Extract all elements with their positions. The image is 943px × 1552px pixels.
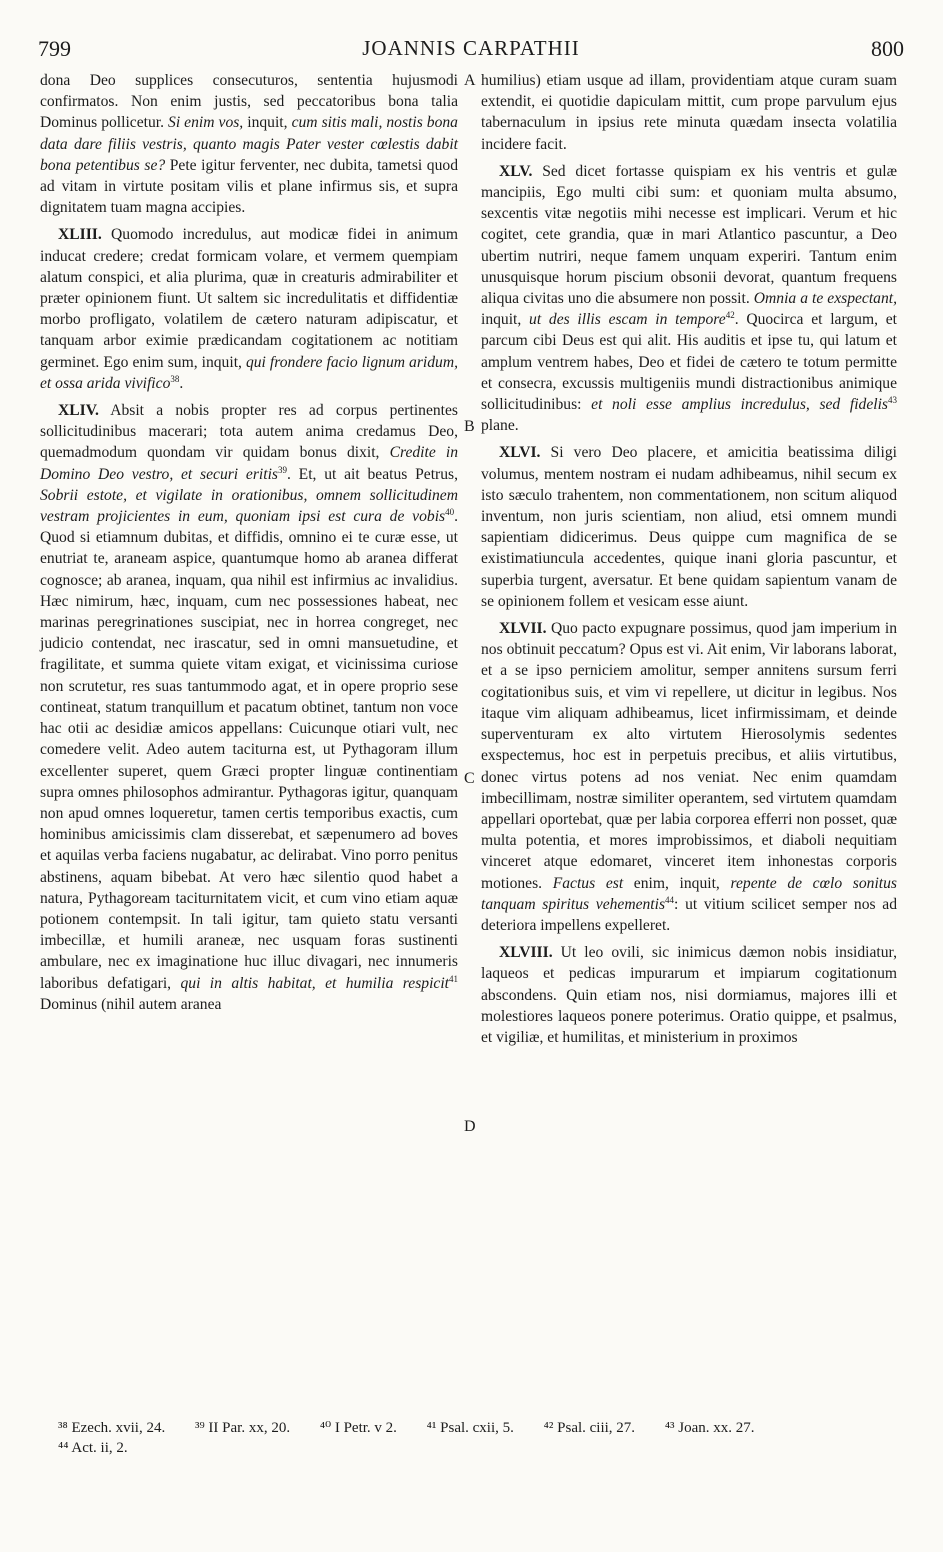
section-number: XLVIII.	[499, 944, 553, 962]
page-header	[38, 36, 904, 66]
page-number-left: 799	[38, 36, 71, 61]
paragraph-xliii: XLIII. Quomodo incredulus, aut modicæ fidei in animum inducat credere; credat formicam volare, et vermem quempiam alatum conspici, et alia plurima, quæ in creaturis admirabiliter et præter opinionem fiunt. Ut saltem sic incredulitatis et diffidentiæ morbo profligato, volatilem de cætero naturam adipiscatur, et tanquam arbor eximie prædicandam cogitationem ac notitiam germinet. Ego enim sum, inquit, qui frondere facio lignum aridum, et ossa arida vivifico$^{38}$.	[40, 226, 458, 392]
paragraph-xlvi: XLVI. Si vero Deo placere, et amicitia beatissima diligi volumus, mentem nostram ei nudam adhibeamus, nihil secum ex isto sæculo trahentem, non commentationem, non scitum aliquod inventum, non juris scientiam, non aliud, etsi omnem mundi sapientiam didicerimus. Deus quippe cum magnifica de se existimatiuncula accedentes, quique inani gloria pascuntur, et superbia turgent, aversatur. Et bene quidam sapientum vanam de se opinionem follem et vesicam esse aiunt.	[481, 444, 897, 610]
paragraph-xlv: XLV. Sed dicet fortasse quispiam ex his ventris et gulæ mancipiis, Ego multi cibi sum: et quoniam multa absumo, sexcentis vitæ negotiis mihi necesse est implicari. Verum et hic cogitet, cete grandia, quæ in mari Atlantico pascuntur, a Deo ubertim nutriri, neque famem unquam experiri. Tantum enim unusquisque horum piscium obsonii devorat, quantum frequens aliqua civitas uno die absumere non possit. Omnia a te exspectant, inquit, ut des illis escam in tempore$^{42}$. Quocirca et largum, et parcum cibi Deus est qui alit. His auditis et ipse tu, qui latum et amplum ventrem habes, Deo et fidei de cætero te totum permitte et consecra, excussis multigeniis mundi distractionibus animique sollicitudinibus: et noli esse amplius incredulus, sed fidelis$^{43}$ plane.	[481, 162, 897, 435]
running-title: JOANNIS CARPATHII	[362, 36, 580, 60]
footnote: ⁴² Psal. ciii, 27.	[543, 1420, 636, 1436]
paragraph-continuation: dona Deo supplices consecuturos, sententia hujusmodi confirmatos. Non enim justis, sed peccatoribus bona talia Dominus pollicetur. Si enim vos, inquit, cum sitis mali, nostis bona data dare filiis vestris, quanto magis Pater vester cœlestis dabit bona petentibus se? Pete igitur ferventer, nec dubita, tametsi quod ad vitam in virtute positam vilis et plane infirmus sis, et supra dignitatem tuam magna accipies.	[40, 72, 458, 217]
right-column	[481, 70, 897, 1048]
footnote: ⁴⁰ I Petr. v 2.	[319, 1420, 397, 1436]
footnote: ⁴¹ Psal. cxii, 5.	[426, 1420, 514, 1436]
footnote: ⁴⁴ Act. ii, 2.	[58, 1440, 128, 1456]
section-number: XLVII.	[499, 620, 547, 638]
footnote: ³⁹ II Par. xx, 20.	[194, 1420, 291, 1436]
footnote: ⁴³ Joan. xx. 27.	[664, 1420, 755, 1436]
margin-letter-b: B	[464, 418, 475, 435]
page-number-right: 800	[871, 36, 904, 61]
section-number: XLIV.	[58, 402, 99, 420]
paragraph-xlvii: XLVII. Quo pacto expugnare possimus, quod jam imperium in nos obtinuit peccatum? Opus est vi. Ait enim, Vir laborans laborat, et a se ipso perniciem amolitur, semper annitens sursum ferri cogitationibus suis, et vim vi repellere, ut dicitur in legibus. Nos itaque vim aliquam adhibeamus, licet infirmissimam, et deinde superventuram ex alto virtutem Hierosolymis sedentes exspectemus, hoc est in perpetuis precibus, et aliis virtutibus, donec virtus potens ad nos veniat. Nec enim quamdam imbecillimam, nostræ similiter operantem, sed virtutem quamdam appellari oportebat, quæ per labia corporea efferri non posset, quæ multa potentia, et mores improbissimos, et diaboli nequitiam vinceret atque edomaret, vinceret item inhonestas corporis motiones. Factus est enim, inquit, repente de cœlo sonitus tanquam spiritus vehementis$^{44}$: ut vitium scilicet semper nos ad deteriora impellens expelleret.	[481, 620, 897, 934]
footnotes	[58, 1418, 898, 1458]
footnote: ³⁸ Ezech. xvii, 24.	[58, 1420, 166, 1436]
paragraph-continuation: humilius) etiam usque ad illam, providentiam atque curam suam extendit, ei quotidie dapiculam mittit, cum prope parvulum ejus tabernaculum in ipsius rete minuta quædam insecta volatilia incidere facit.	[481, 72, 897, 153]
left-column	[40, 70, 458, 1015]
paragraph-xlviii: XLVIII. Ut leo ovili, sic inimicus dæmon nobis insidiatur, laqueos et pedicas impurarum et impiarum cogitationum abscondens. Quin etiam nos, nisi dormiamus, majores illi et molestiores laqueos ponere poterimus. Oratio quippe, et psalmus, et vigiliæ, et humilitas, et ministerium in proximos	[481, 944, 897, 1046]
margin-letter-a: A	[464, 72, 476, 89]
section-number: XLV.	[499, 162, 533, 180]
paragraph-xliv: XLIV. Absit a nobis propter res ad corpus pertinentes sollicitudinibus macerari; tota autem anima credamus Deo, quemadmodum quondam vir quidam bonus dixit, Credite in Domino Deo vestro, et securi eritis$^{39}$. Et, ut ait beatus Petrus, Sobrii estote, et vigilate in orationibus, omnem sollicitudinem vestram projicientes in eum, quoniam ipsi est cura de vobis$^{40}$. Quod si etiamnum dubitas, et diffidis, omnino ei te curæ esse, ut enutriat te, araneam aspice, quantumque homo ab aranea differat cognosce; ab aranea, inquam, qua nihil est infirmius ac invalidius. Hæc nimirum, hæc, inquam, cum nec possessiones habeat, nec marinas peregrinationes suscipiat, nec in horrea congreget, nec judicio contendat, nec irascatur, sed in omni mansuetudine, et fragilitate, et summa quiete vitam exigat, et vicinissima curiose non scrutetur, res suas tantummodo agat, et in opere proprio sese contineat, statum tranquillum et pacatum obtinet, tantum non voce hac otii ac desidiæ amicos appellans: Cuicunque otiari vult, nec comedere velit. Adeo autem taciturna est, ut Pythagoram illum excellenter superet, quem Græci propter linguæ continentiam supra omnes philosophos admirantur. Pythagoras igitur, quanquam non apud omnes loqueretur, tamen certis temporibus exactis, cum hominibus amicissimis clam disserebat, et sæpenumero ad boves et aquilas verba faciens nugabatur, ac delirabat. Vino porro penitus abstinens, aquam bibebat. At vero hæc silentio quod habet a natura, Pythagoream taciturnitatem vicit, et cum vino etiam aquæ potionem contempsit. In tali igitur, tam quieto statu versanti imbecillæ, et humili araneæ, nec usquam foras sustinenti ambulare, nec ex imaginatione huc illuc divagari, nec innumeris laboribus defatigari, qui in altis habitat, et humilia respicit$^{41}$ Dominus (nihil autem aranea	[40, 402, 458, 1013]
margin-letter-d: D	[464, 1118, 476, 1135]
margin-letter-c: C	[464, 770, 475, 787]
section-number: XLVI.	[499, 444, 541, 462]
section-number: XLIII.	[58, 226, 102, 244]
